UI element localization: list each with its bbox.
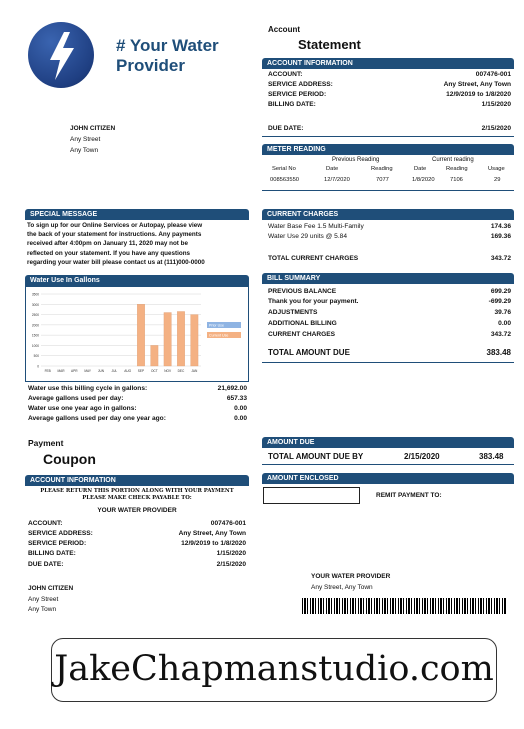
coupon-row: BILLING DATE: 1/15/2020 <box>28 550 246 557</box>
amount-due-date: 2/15/2020 <box>404 452 440 461</box>
x-tick-label: FEB <box>44 369 51 373</box>
divider <box>262 190 514 191</box>
meter-col: Usage <box>488 166 505 172</box>
charge-row: Water Base Fee 1.5 Multi-Family 174.36 <box>268 223 511 230</box>
acct-row-period: SERVICE PERIOD: 12/9/2019 to 1/8/2020 <box>268 91 511 98</box>
usage-row: Average gallons used per day: 657.33 <box>28 395 247 402</box>
coupon-customer-street: Any Street <box>28 596 59 603</box>
remit-label: REMIT PAYMENT TO: <box>376 492 442 499</box>
brand-line-1: # Your Water <box>116 36 219 55</box>
usage-row: Water use this billing cycle in gallons: 21,692.00 <box>28 385 247 392</box>
charges-total: TOTAL CURRENT CHARGES 343.72 <box>268 255 511 262</box>
special-message-body: To sign up for our Online Services or Autopay, please view the back of your statement for instructions. Any payments received after 4:00pm on January 11, 2020 may not be reflected on your statement. If you have any questions regarding your water bill please contact us at (111)000-0000 <box>27 222 205 266</box>
coupon-provider: YOUR WATER PROVIDER <box>97 507 177 514</box>
y-tick-label: 0 <box>37 364 39 369</box>
meter-val: 1/8/2020 <box>412 177 435 183</box>
water-use-chart <box>27 288 249 378</box>
bar-current-use <box>151 345 158 366</box>
usage-row: Average gallons used per day one year ago: 0.00 <box>28 415 247 422</box>
x-tick-label: JUN <box>97 369 105 373</box>
remit-provider: YOUR WATER PROVIDER <box>311 573 391 580</box>
coupon-notice-2: PLEASE MAKE CHECK PAYABLE TO: <box>82 495 192 501</box>
y-tick-label: 3500 <box>31 292 39 297</box>
provider-logo <box>28 22 94 88</box>
statement-word: Statement <box>298 37 361 52</box>
y-tick-label: 2000 <box>31 323 39 328</box>
acct-row-address: SERVICE ADDRESS: Any Street, Any Town <box>268 81 511 88</box>
lightning-icon <box>28 22 94 88</box>
current-charges-header: CURRENT CHARGES <box>262 209 514 220</box>
bar-current-use <box>164 313 171 366</box>
x-tick-label: JAN <box>191 369 198 373</box>
coupon-customer-name: JOHN CITIZEN <box>28 585 74 592</box>
coupon-row: ACCOUNT: 007476-001 <box>28 520 246 527</box>
charge-row: Water Use 29 units @ 5.84 169.36 <box>268 233 511 240</box>
amount-due-header: AMOUNT DUE <box>262 437 514 448</box>
x-tick-label: NOV <box>164 369 172 373</box>
coupon-account-header: ACCOUNT INFORMATION <box>25 475 249 486</box>
y-tick-label: 500 <box>33 354 39 359</box>
acct-row-billing: BILLING DATE: 1/15/2020 <box>268 101 511 108</box>
meter-col: Date <box>414 166 427 172</box>
y-tick-label: 2500 <box>31 313 39 318</box>
summary-total: TOTAL AMOUNT DUE 383.48 <box>268 348 511 357</box>
customer-name: JOHN CITIZEN <box>70 125 116 132</box>
bar-current-use <box>137 304 144 366</box>
bill-summary-header: BILL SUMMARY <box>262 273 514 284</box>
amount-due-value: 383.48 <box>479 452 504 461</box>
coupon-customer-town: Any Town <box>28 606 57 613</box>
divider <box>262 136 514 137</box>
x-tick-label: MAR <box>57 369 65 373</box>
acct-row-account: ACCOUNT: 007476-001 <box>268 71 511 78</box>
x-tick-label: APR <box>71 369 78 373</box>
amount-enclosed-input[interactable] <box>263 487 360 504</box>
legend-label-current: Current Use <box>209 333 229 338</box>
legend-label-prior: Prior Use <box>209 323 224 328</box>
usage-row: Water use one year ago in gallons: 0.00 <box>28 405 247 412</box>
meter-val: 29 <box>494 177 501 183</box>
bar-current-use <box>191 315 198 366</box>
x-tick-label: MAY <box>84 369 92 373</box>
account-info-header: ACCOUNT INFORMATION <box>262 58 514 69</box>
coupon-row: DUE DATE: 2/15/2020 <box>28 561 246 568</box>
summary-row: PREVIOUS BALANCE 699.29 <box>268 288 511 295</box>
meter-col: Reading <box>371 166 393 172</box>
summary-row: ADDITIONAL BILLING 0.00 <box>268 320 511 327</box>
watermark: JakeChapmanstudio.com <box>51 638 497 702</box>
divider <box>262 464 514 465</box>
coupon-notice-1: PLEASE RETURN THIS PORTION ALONG WITH YOUR PAYMENT <box>40 488 234 494</box>
summary-row: CURRENT CHARGES 343.72 <box>268 331 511 338</box>
meter-val: 7106 <box>450 177 463 183</box>
acct-row-due: DUE DATE: 2/15/2020 <box>268 125 511 132</box>
coupon-row: SERVICE ADDRESS: Any Street, Any Town <box>28 530 246 537</box>
amount-due-label: TOTAL AMOUNT DUE BY <box>268 452 364 461</box>
summary-row: Thank you for your payment. -699.29 <box>268 298 511 305</box>
coupon-row: SERVICE PERIOD: 12/9/2019 to 1/8/2020 <box>28 540 246 547</box>
summary-row: ADJUSTMENTS 39.76 <box>268 309 511 316</box>
account-word: Account <box>268 25 300 34</box>
y-tick-label: 1500 <box>31 333 39 338</box>
y-tick-label: 3000 <box>31 302 39 307</box>
meter-col: Reading <box>446 166 468 172</box>
coupon-word: Coupon <box>43 451 96 467</box>
meter-col: Date <box>326 166 339 172</box>
customer-street: Any Street <box>70 136 101 143</box>
amount-enclosed-header: AMOUNT ENCLOSED <box>262 473 514 484</box>
meter-curr-header: Current reading <box>432 157 474 163</box>
meter-val: 12/7/2020 <box>324 177 350 183</box>
x-tick-label: DEC <box>177 369 185 373</box>
x-tick-label: OCT <box>150 369 158 373</box>
meter-val: 008563550 <box>270 177 300 183</box>
remit-address: Any Street, Any Town <box>311 584 373 591</box>
x-tick-label: SEP <box>137 369 145 373</box>
meter-col: Serial No <box>272 166 296 172</box>
x-tick-label: JUL <box>111 369 118 373</box>
customer-town: Any Town <box>70 147 99 154</box>
meter-prev-header: Previous Reading <box>332 157 380 163</box>
payment-word: Payment <box>28 438 64 448</box>
divider <box>262 362 514 363</box>
water-use-header: Water Use In Gallons <box>25 275 249 286</box>
meter-val: 7077 <box>376 177 389 183</box>
bar-current-use <box>177 311 184 366</box>
barcode <box>302 598 506 614</box>
special-message-header: SPECIAL MESSAGE <box>25 209 249 220</box>
brand-line-2: Provider <box>116 56 185 75</box>
x-tick-label: AUG <box>124 369 132 373</box>
meter-header: METER READING <box>262 144 514 155</box>
y-tick-label: 1000 <box>31 343 39 348</box>
